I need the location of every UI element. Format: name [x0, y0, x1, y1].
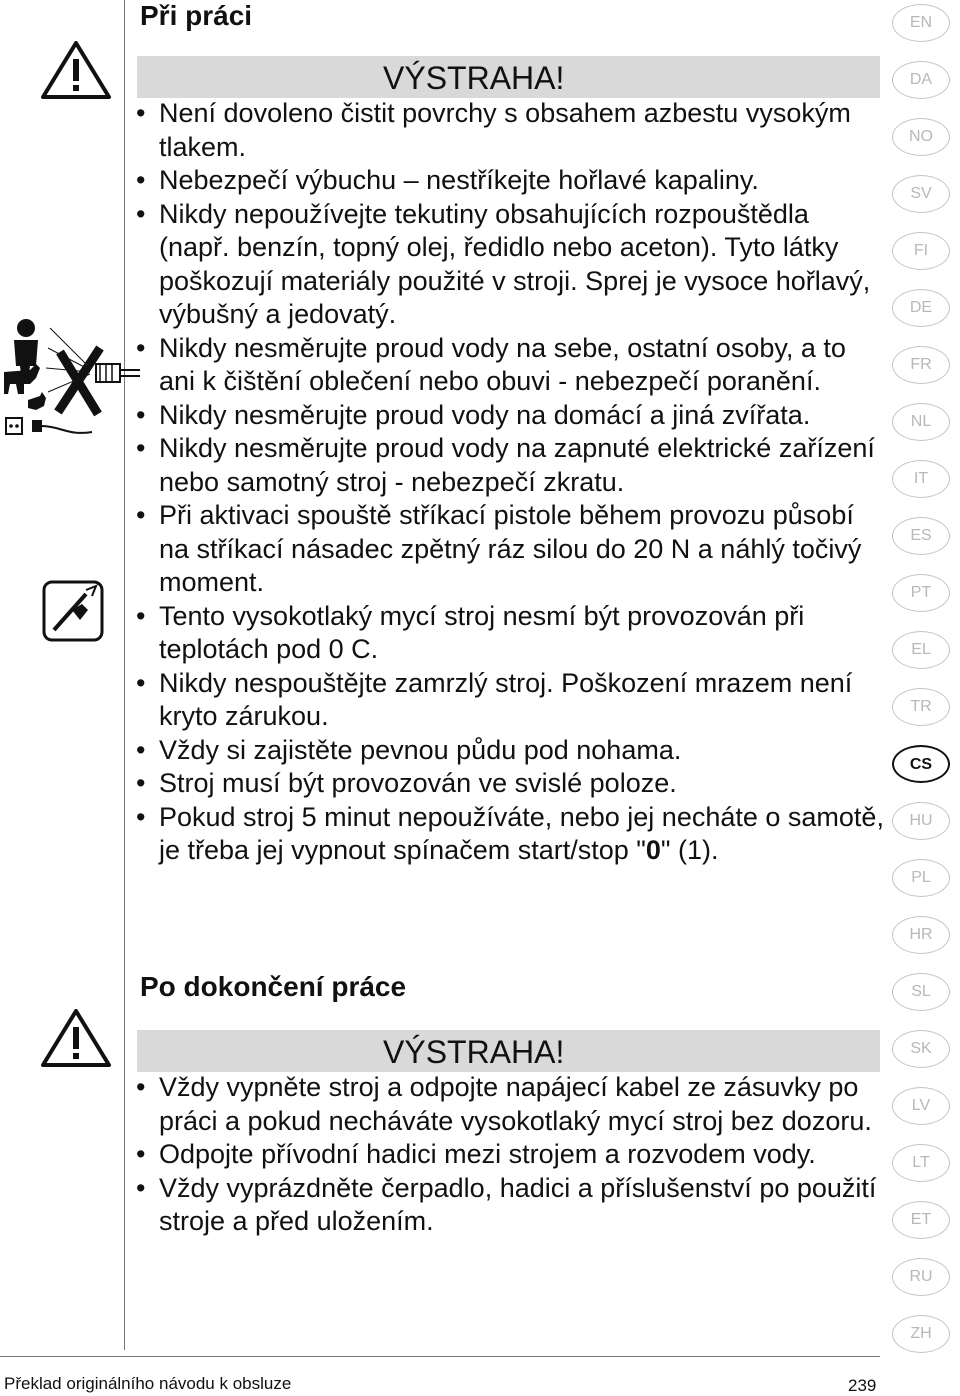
section-heading-during-work: Při práci: [140, 0, 253, 31]
language-tab-es[interactable]: ES: [892, 517, 950, 555]
warning-triangle-icon: [40, 40, 112, 100]
spray-gun-recoil-icon: [42, 580, 104, 642]
list-item-text: " (1).: [660, 835, 719, 865]
no-spray-at-people-animals-electrics-icon: [0, 308, 140, 448]
list-item: • Nebezpečí výbuchu – nestříkejte hořlavé kapaliny.: [134, 164, 884, 198]
language-tab-fi[interactable]: FI: [892, 232, 950, 270]
list-item: • Nikdy nesměrujte proud vody na domácí a jiná zvířata.: [134, 399, 884, 433]
language-tab-de[interactable]: DE: [892, 289, 950, 327]
warning-banner-1: VÝSTRAHA!: [137, 56, 880, 98]
language-tab-nl[interactable]: NL: [892, 403, 950, 441]
list-item: [134, 801, 884, 868]
warnings-list-after-work: [134, 1071, 884, 1239]
language-tab-tr[interactable]: TR: [892, 688, 950, 726]
language-tab-hu[interactable]: HU: [892, 802, 950, 840]
warning-banner-2: VÝSTRAHA!: [137, 1030, 880, 1072]
language-tab-et[interactable]: ET: [892, 1201, 950, 1239]
list-item: • Nikdy nesměrujte proud vody na sebe, ostatní osoby, a to ani k čištění oblečení nebo obuvi - nebezpečí poranění.: [134, 332, 884, 399]
footer-title: Překlad originálního návodu k obsluze: [4, 1374, 292, 1393]
list-item: • Tento vysokotlaký mycí stroj nesmí být provozován při teplotách pod 0 C.: [134, 600, 884, 667]
list-item: • Není dovoleno čistit povrchy s obsahem azbestu vysokým tlakem.: [134, 97, 884, 164]
list-item: • Vždy vyprázdněte čerpadlo, hadici a příslušenství po použití stroje a před uložením.: [134, 1172, 884, 1239]
list-item: • Při aktivaci spouště stříkací pistole během provozu působí na stříkací násadec zpětný ráz silou do 20 N a náhlý točivý moment.: [134, 499, 884, 600]
list-item: • Vždy vypněte stroj a odpojte napájecí kabel ze zásuvky po práci a pokud necháváte vysokotlaký mycí stroj bez dozoru.: [134, 1071, 884, 1138]
list-item: • Nikdy nespouštějte zamrzlý stroj. Poškození mrazem není kryto zárukou.: [134, 667, 884, 734]
language-tab-it[interactable]: IT: [892, 460, 950, 498]
language-tab-zh[interactable]: ZH: [892, 1315, 950, 1353]
language-tab-pt[interactable]: PT: [892, 574, 950, 612]
language-tab-sl[interactable]: SL: [892, 973, 950, 1011]
language-tab-sk[interactable]: SK: [892, 1030, 950, 1068]
language-tab-el[interactable]: EL: [892, 631, 950, 669]
page-number: 239: [848, 1376, 877, 1395]
language-tab-cs[interactable]: CS: [892, 745, 950, 783]
warnings-list-during-work: [134, 97, 884, 868]
language-tab-en[interactable]: EN: [892, 4, 950, 42]
language-tab-pl[interactable]: PL: [892, 859, 950, 897]
margin-rule: [124, 0, 125, 1350]
language-tab-lv[interactable]: LV: [892, 1087, 950, 1125]
language-tab-no[interactable]: NO: [892, 118, 950, 156]
section-heading-after-work: Po dokončení práce: [140, 971, 407, 1002]
language-tab-sv[interactable]: SV: [892, 175, 950, 213]
language-tab-lt[interactable]: LT: [892, 1144, 950, 1182]
language-tab-da[interactable]: DA: [892, 61, 950, 99]
list-item-text: Pokud stroj 5 minut nepoužíváte, nebo jej necháte o samotě, je třeba jej vypnout spínačem start/stop ": [159, 801, 884, 865]
footer-rule: [0, 1356, 880, 1357]
language-tab-fr[interactable]: FR: [892, 346, 950, 384]
switch-position-value: 0: [645, 835, 661, 865]
list-item: • Vždy si zajistěte pevnou půdu pod nohama.: [134, 734, 884, 768]
language-tab-ru[interactable]: RU: [892, 1258, 950, 1296]
warning-triangle-icon: [40, 1008, 112, 1068]
list-item: • Nikdy nesměrujte proud vody na zapnuté elektrické zařízení nebo samotný stroj - nebezpečí zkratu.: [134, 432, 884, 499]
list-item: • Nikdy nepoužívejte tekutiny obsahujících rozpouštědla (např. benzín, topný olej, ředidlo nebo aceton). Tyto látky poškozují materiály použité v stroji. Sprej je vysoce hořlavý, výbušný a jedovatý.: [134, 198, 884, 332]
language-tab-hr[interactable]: HR: [892, 916, 950, 954]
list-item: • Odpojte přívodní hadici mezi strojem a rozvodem vody.: [134, 1138, 884, 1172]
list-item: • Stroj musí být provozován ve svislé poloze.: [134, 767, 884, 801]
